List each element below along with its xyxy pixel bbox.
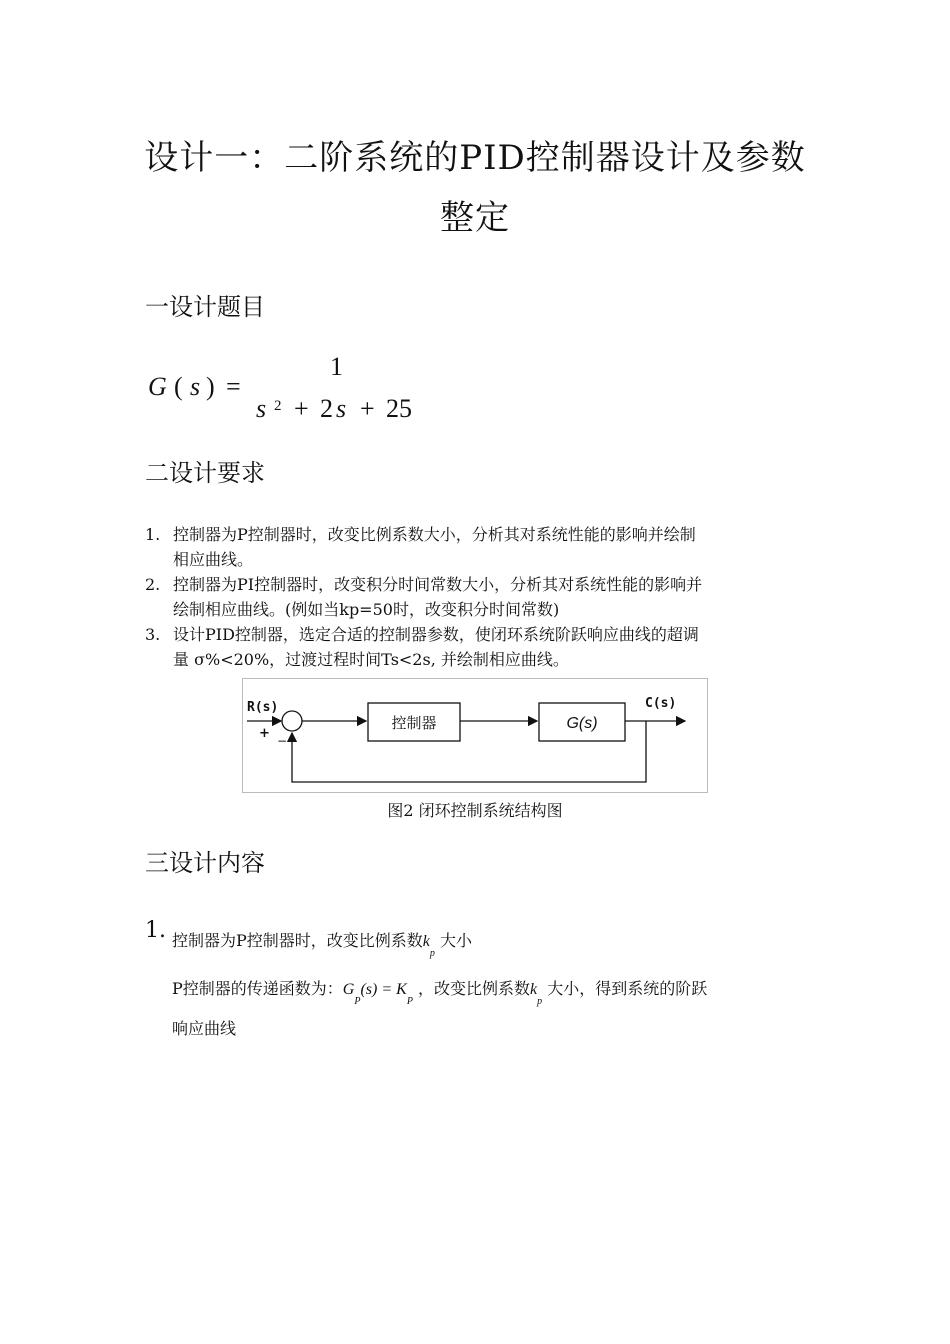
paragraph-text: ，改变比例系数 [418, 979, 531, 998]
math-subscript: p [537, 996, 543, 1007]
formula-equals: = [226, 372, 241, 401]
list-item-number: 3. [145, 625, 161, 644]
math-k: k [422, 933, 430, 950]
minus-sign: − [277, 734, 288, 748]
summing-junction [282, 711, 302, 731]
section3-heading: 三设计内容 [145, 849, 265, 877]
plant-label: G(s) [566, 715, 598, 732]
figure-caption: 图2 闭环控制系统结构图 [387, 801, 563, 820]
list-item [145, 622, 815, 672]
section3-paragraph-line2: 响应曲线 [172, 1019, 237, 1038]
math-subscript: P [354, 996, 361, 1007]
math-subscript: P [406, 996, 413, 1007]
formula-den-plus1: + [294, 394, 309, 423]
formula-open-paren: ( [174, 372, 183, 401]
list-item-line: 量 σ%<20%，过渡过程时间Ts<2s, 并绘制相应曲线。 [173, 650, 569, 669]
formula-den-exp: 2 [274, 398, 282, 414]
paragraph-text: P控制器的传递函数为： [172, 979, 343, 998]
formula-numerator: 1 [330, 352, 343, 381]
block-diagram-svg [243, 679, 707, 792]
section2-heading: 二设计要求 [145, 459, 265, 487]
section3-item-text: 控制器为P控制器时，改变比例系数 [172, 931, 423, 950]
paragraph-text: 大小，得到系统的阶跃 [547, 979, 708, 998]
formula-den-25: 25 [386, 394, 412, 423]
transfer-function-formula [148, 352, 448, 432]
section3-item-line [172, 928, 472, 959]
section3-item-text-end: 大小 [439, 931, 472, 950]
math-s-K: (s) = K [360, 981, 407, 998]
math-G: G [342, 981, 355, 998]
output-label: C(s) [645, 696, 677, 711]
section3-paragraph-line1 [172, 976, 708, 1007]
list-item-number: 1. [145, 525, 161, 544]
list-item-line: 设计PID控制器，选定合适的控制器参数，使闭环系统阶跃响应曲线的超调 [173, 625, 699, 644]
list-item [145, 522, 815, 572]
formula-den-s2: s [336, 394, 347, 423]
section3-item-number: 1. [145, 918, 166, 943]
list-item-line: 控制器为PI控制器时，改变积分时间常数大小，分析其对系统性能的影响并 [173, 575, 703, 594]
list-item-number: 2. [145, 575, 161, 594]
formula-den-s: s [256, 394, 267, 423]
list-item [145, 572, 815, 622]
section1-heading: 一设计题目 [145, 293, 265, 321]
controller-label: 控制器 [391, 714, 437, 732]
plus-sign: + [259, 726, 270, 741]
math-k: k [530, 981, 538, 998]
formula-den-plus2: + [360, 394, 375, 423]
list-item-line: 控制器为P控制器时，改变比例系数大小，分析其对系统性能的影响并绘制 [173, 525, 696, 544]
list-item-line: 绘制相应曲线。(例如当kp=50时，改变积分时间常数) [173, 600, 560, 619]
block-diagram [242, 678, 708, 793]
formula-den-2: 2 [320, 394, 333, 423]
formula-G: G [148, 372, 167, 401]
requirements-list [145, 522, 815, 672]
document-title-line2: 整定 [440, 198, 510, 238]
document-title-line1: 设计一：二阶系统的PID控制器设计及参数 [144, 138, 806, 178]
input-label: R(s) [247, 700, 279, 715]
formula-close-paren: ) [206, 372, 215, 401]
list-item-line: 相应曲线。 [173, 550, 254, 569]
formula-s: s [190, 372, 201, 401]
math-subscript: p [429, 948, 435, 959]
